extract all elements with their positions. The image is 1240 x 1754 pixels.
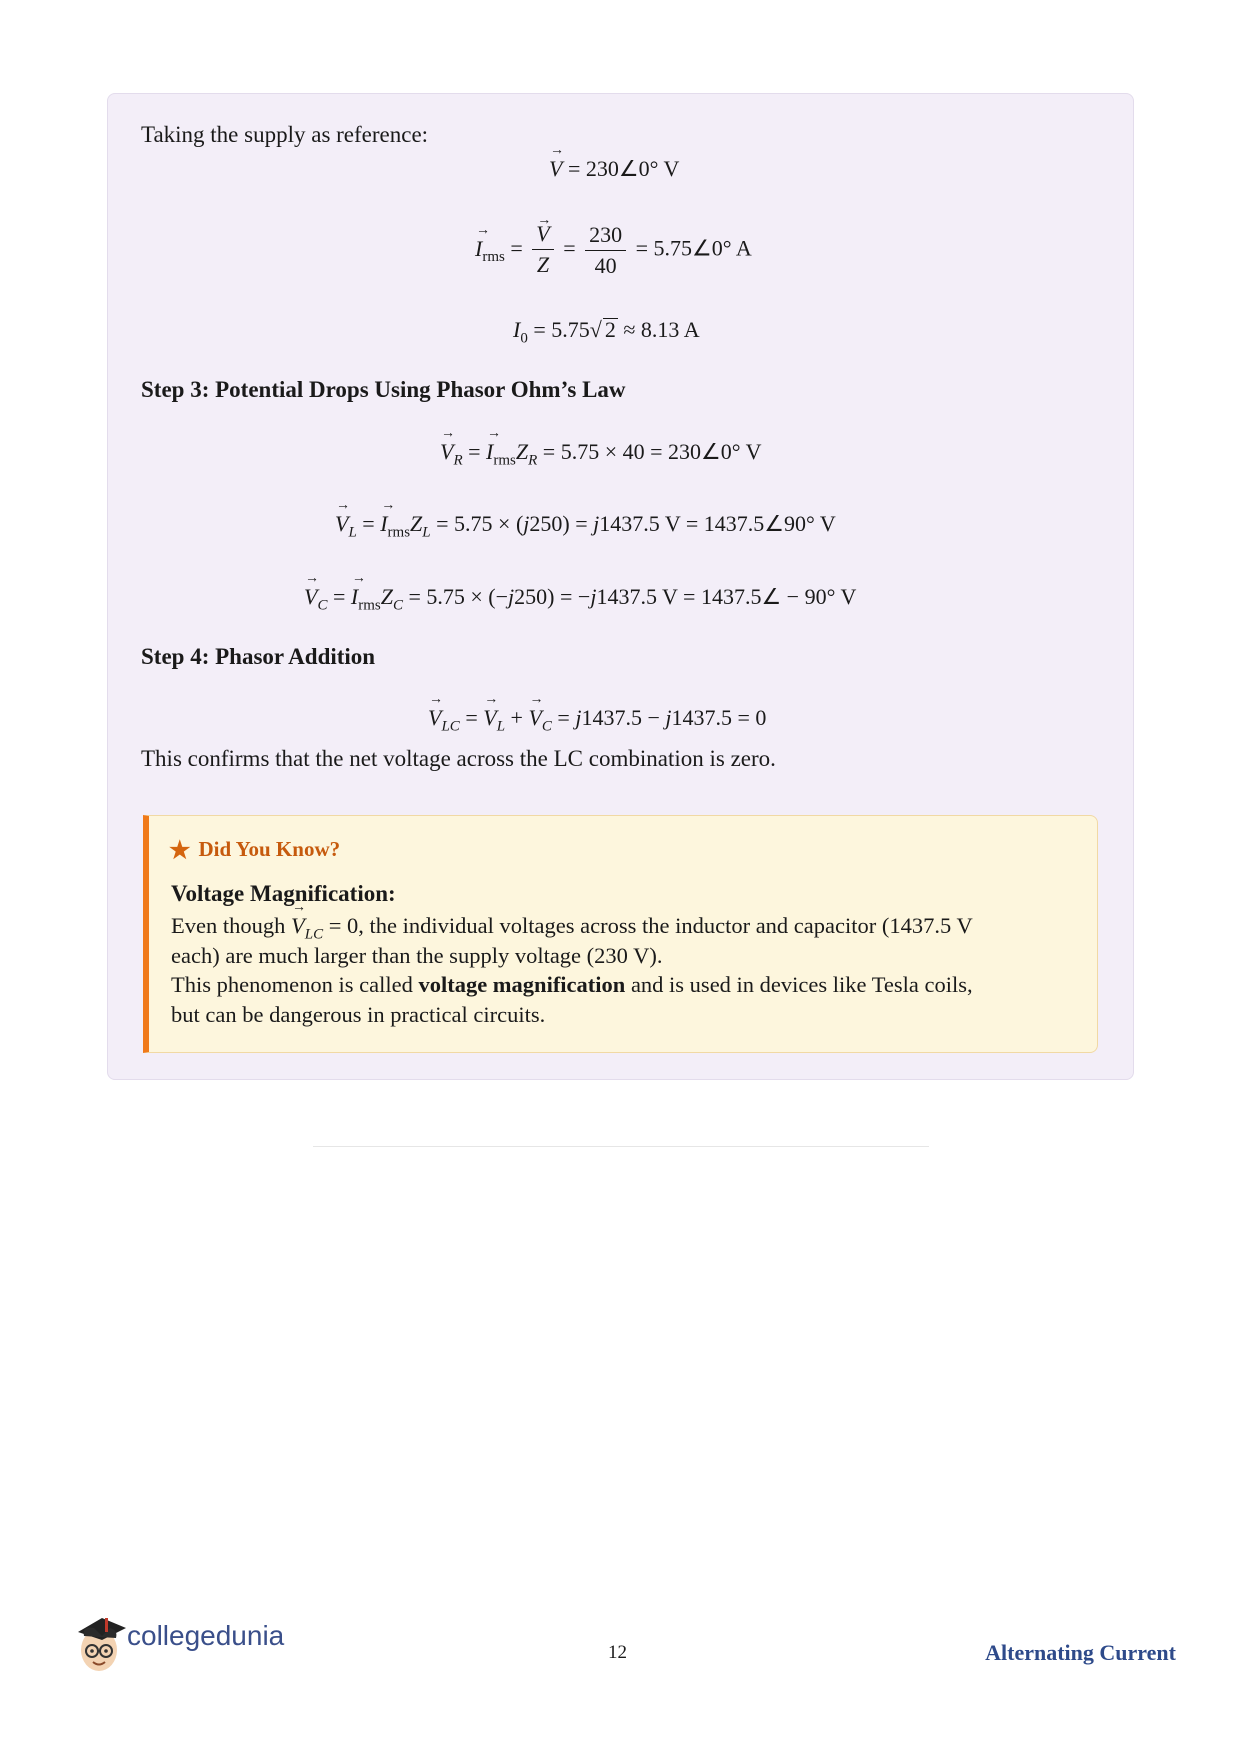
eq-supply-rhs: = 230∠0° V: [567, 156, 680, 181]
logo-text: collegedunia: [127, 1620, 285, 1651]
divider-line: [313, 1146, 929, 1147]
callout-heading: Voltage Magnification:: [171, 881, 396, 906]
callout-line-3: [171, 972, 973, 998]
eq-i0-right: ≈ 8.13 A: [623, 317, 700, 342]
callout-line-4: but can be dangerous in practical circuits.: [171, 1002, 546, 1027]
eq-vc-j2: j: [590, 584, 597, 609]
callout-line1-a: Even though: [171, 913, 286, 938]
did-you-know-callout: [143, 815, 1098, 1053]
step4-heading: Step 4: Phasor Addition: [141, 644, 376, 669]
page-number: 12: [608, 1642, 627, 1663]
equation-vl: → $V_L$ = → $I_{rms}Z_L = 5.75 \times (j250) = j1437.5$ V = 1437.5∠90° V: [335, 511, 836, 541]
callout-title: [169, 836, 340, 865]
mascot-icon: [72, 1606, 128, 1676]
callout-line3-b: and is used in devices like Tesla coils,: [630, 972, 973, 997]
callout-title-text: Did You Know?: [198, 837, 341, 861]
callout-line3-a: This phenomenon is called: [171, 972, 413, 997]
eq-vl-mid: = 5.75 × (: [436, 511, 524, 536]
equation-vlc: → $V_{LC}$ = → $V_L$ + → $V_C = j1437.5 - j1437.5 = 0$: [428, 705, 766, 735]
eq-vlc-j2: j: [665, 705, 672, 730]
eq-i0-sqrt: 2: [604, 317, 616, 342]
collegedunia-logo: [72, 1606, 312, 1686]
equation-irms: → $I_{rms}$ = → $\frac{V}{Z}$ = $\frac{230}{40}$ = 5.75∠0° A: [475, 220, 752, 281]
eq-irms-result: = 5.75∠0° A: [635, 235, 752, 261]
eq-vl-250: 250) =: [529, 511, 588, 536]
equation-supply-voltage: → V = 230∠0° V: [549, 156, 679, 182]
eq-irms-den: 40: [594, 253, 617, 278]
chapter-title: Alternating Current: [985, 1640, 1176, 1665]
eq-vlc-rest2: 1437.5 = 0: [671, 705, 767, 730]
eq-vl-rest: 1437.5 V = 1437.5∠90° V: [599, 511, 836, 536]
callout-line3-bold: voltage magnification: [418, 972, 626, 997]
eq-irms-num: 230: [585, 220, 626, 251]
eq-vl-j1: j: [523, 511, 530, 536]
eq-irms-den-z: Z: [536, 252, 550, 277]
intro-text: Taking the supply as reference:: [141, 122, 429, 147]
eq-vc-rest: 1437.5 V = 1437.5∠ − 90° V: [596, 584, 857, 609]
eq-vl-j2: j: [593, 511, 600, 536]
equation-vr: → $V_R$ = → $I_{rms}Z_R = 5.75 \times 40$ = 230∠0° V: [440, 439, 762, 469]
eq-vc-250: 250) = −: [514, 584, 591, 609]
callout-line-2: each) are much larger than the supply voltage (230 V).: [171, 943, 663, 968]
eq-vc-j1: j: [508, 584, 515, 609]
star-icon: ★: [169, 838, 191, 864]
equation-i0: $I_0 = 5.75√$ 2 ≈ 8.13 A: [513, 317, 700, 347]
eq-irms-num-v: → V: [536, 219, 549, 249]
eq-vc-mid: = 5.75 × (−: [408, 584, 509, 609]
eq-vlc-j1: j: [575, 705, 582, 730]
eq-i0-left: = 5.75: [533, 317, 590, 342]
callout-line1-b: = 0, the individual voltages across the inductor and capacitor (1437.5 V: [328, 913, 973, 938]
equation-vc: → $V_C$ = → $I_{rms}Z_C = 5.75 \times (-j250) = -j1437.5$ V = 1437.5∠ − 90° V: [304, 584, 856, 614]
step3-heading: Step 3: Potential Drops Using Phasor Ohm’s Law: [141, 377, 626, 402]
confirm-text: This confirms that the net voltage across the LC combination is zero.: [141, 746, 776, 771]
eq-vlc-rest1: 1437.5 −: [581, 705, 660, 730]
callout-line-1: Even though → $V_{LC} = 0$, the individual voltages across the inductor and capacitor (1437.5 V: [171, 913, 973, 944]
eq-vr-rhs: = 5.75 × 40 = 230∠0° V: [542, 439, 762, 464]
